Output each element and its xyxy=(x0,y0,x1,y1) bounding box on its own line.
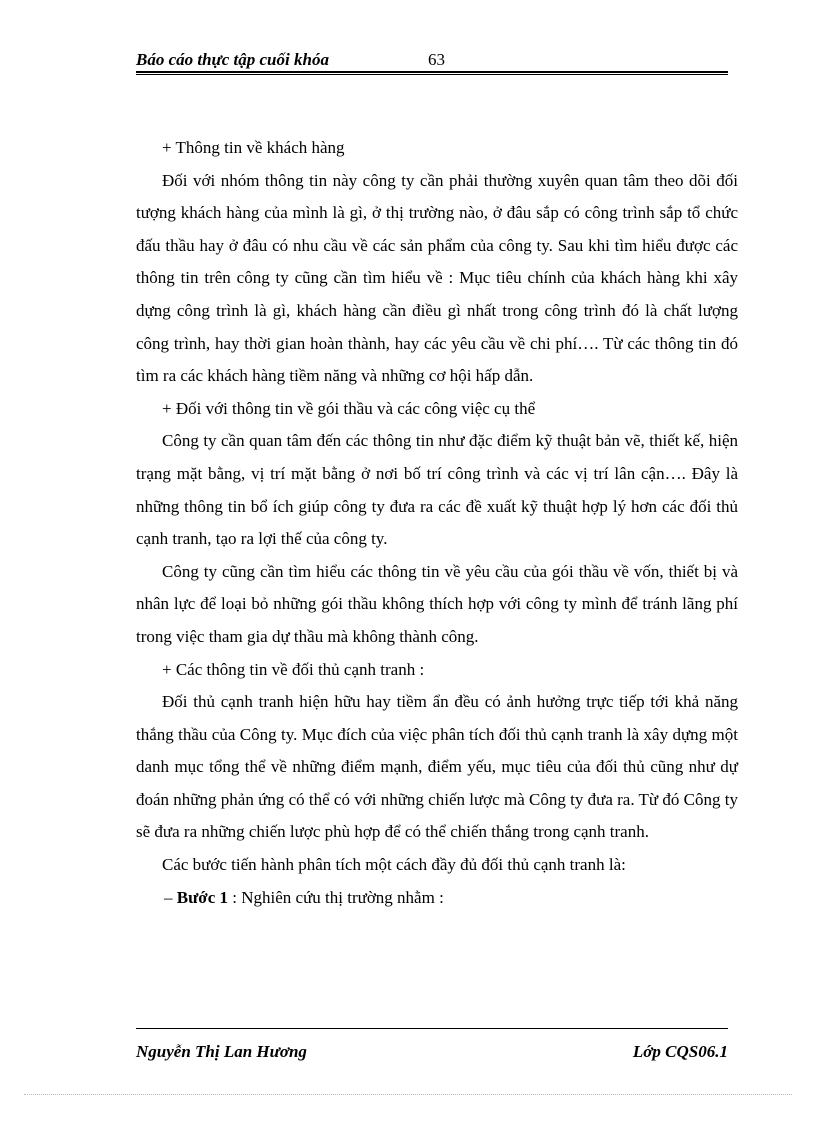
paragraph: Đối với nhóm thông tin này công ty cần phải thường xuyên quan tâm theo dõi đối tượng khách hàng của mình là gì, ở thị trường nào, ở đâu sắp có công trình sắp tổ chức đấu thầu hay ở đâu có nhu cầu về các sản phẩm của công ty. Sau khi tìm hiểu được các thông tin trên công ty cũng cần tìm hiểu về : Mục tiêu chính của khách hàng khi xây dựng công trình là gì, khách hàng cần điều gì nhất trong công trình đó là chất lượng công trình, hay thời gian hoàn thành, hay các yêu cầu về chi phí…. Từ các thông tin đó tìm ra các khách hàng tiềm năng và những cơ hội hấp dẫn. xyxy=(136,170,738,386)
step-text: : Nghiên cứu thị trường nhằm : xyxy=(228,887,444,907)
step-dash: – xyxy=(164,887,173,907)
footer-rule xyxy=(136,1028,728,1029)
body-text xyxy=(136,132,738,914)
paragraph: Công ty cần quan tâm đến các thông tin như đặc điểm kỹ thuật bản vẽ, thiết kế, hiện trạng mặt bằng, vị trí mặt bằng ở nơi bố trí công trình và các vị trí lân cận…. Đây là những thông tin bổ ích giúp công ty đưa ra các đề xuất kỹ thuật hợp lý hơn các đối thủ cạnh tranh, tạo ra lợi thế của công ty. xyxy=(136,431,738,549)
page-break-edge xyxy=(24,1094,792,1095)
footer-class: Lớp CQS06.1 xyxy=(632,1042,728,1061)
paragraph: Các bước tiến hành phân tích một cách đầy đủ đối thủ cạnh tranh là: xyxy=(162,855,626,875)
header-rule-thin xyxy=(136,74,728,75)
header-title: Báo cáo thực tập cuối khóa xyxy=(136,50,329,69)
step-item xyxy=(136,882,738,915)
footer-author: Nguyễn Thị Lan Hương xyxy=(136,1042,307,1061)
bullet-customer-info: + Thông tin về khách hàng xyxy=(162,138,345,157)
page-number: 63 xyxy=(428,50,445,69)
page-header xyxy=(136,50,728,72)
header-rule-thick xyxy=(136,71,728,73)
bullet-bid-package-info: + Đối với thông tin về gói thầu và các công việc cụ thể xyxy=(162,398,536,418)
paragraph: Đối thủ cạnh tranh hiện hữu hay tiềm ẩn đều có ảnh hưởng trực tiếp tới khả năng thắng thầu của Công ty. Mục đích của việc phân tích đối thủ cạnh tranh là xây dựng một danh mục tổng thể về những điểm mạnh, điểm yếu, mục tiêu của đối thủ cũng như dự đoán những phản ứng có thể có với những chiến lược mà Công ty đưa ra. Từ đó Công ty sẽ đưa ra những chiến lược phù hợp để có thể chiến thắng trong cạnh tranh. xyxy=(136,692,738,842)
step-label: Bước 1 xyxy=(176,887,228,907)
paragraph: Công ty cũng cần tìm hiểu các thông tin về yêu cầu của gói thầu về vốn, thiết bị và nhân lực để loại bỏ những gói thầu không thích hợp với công ty mình để tránh lãng phí trong việc tham gia dự thầu mà không thành công. xyxy=(136,561,738,646)
bullet-competitor-info: + Các thông tin về đối thủ cạnh tranh : xyxy=(162,659,425,679)
